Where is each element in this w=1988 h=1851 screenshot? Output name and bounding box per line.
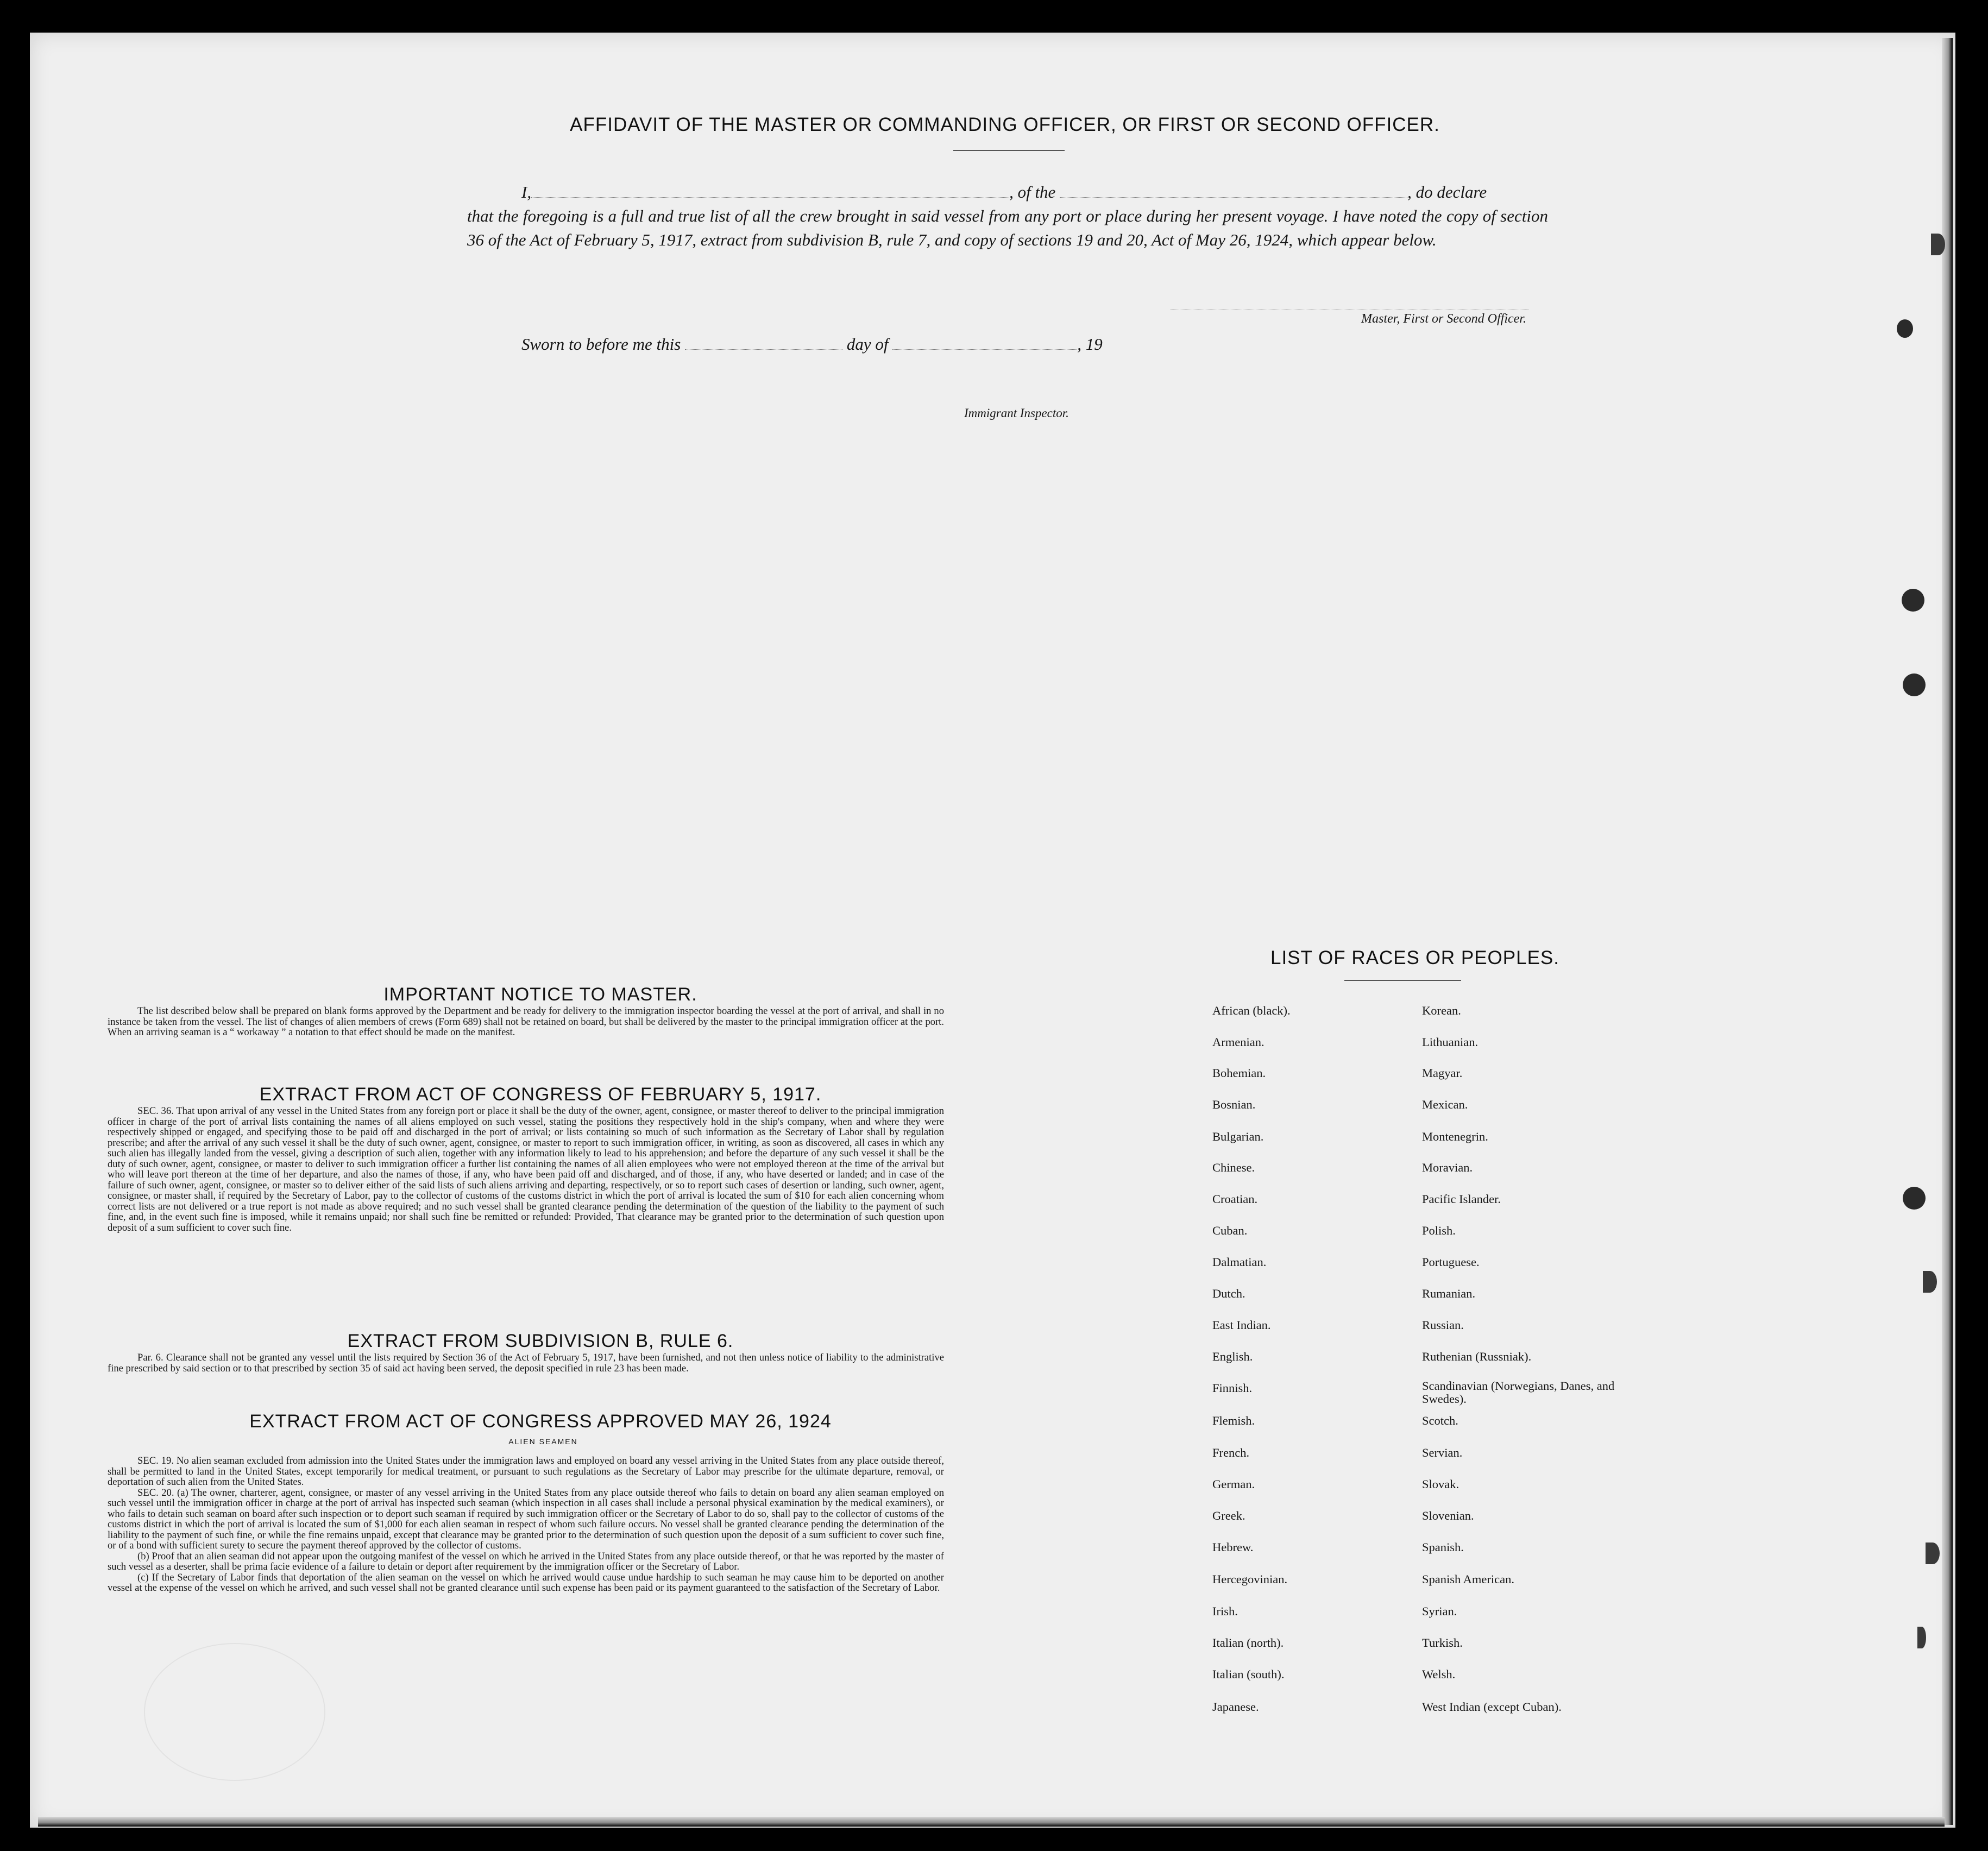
race-right-item: Russian. bbox=[1422, 1318, 1464, 1332]
binder-hole bbox=[1923, 1271, 1937, 1293]
race-left-item: English. bbox=[1212, 1350, 1253, 1363]
race-left-item: German. bbox=[1212, 1477, 1255, 1491]
race-left-item: Armenian. bbox=[1212, 1035, 1264, 1049]
rule6-paragraph: Par. 6. Clearance shall not be granted any vessel until the lists required by Section 36 of the Act of February 5, 1917, have been furnished, and not then unless notice of liability to the administrative fine prescribed by said section or to that prescribed by section 35 of said act having been served, the deposit specified in rule 23 has been made. bbox=[108, 1352, 944, 1374]
races-title: LIST OF RACES OR PEOPLES. bbox=[1270, 947, 1559, 968]
notice-title: IMPORTANT NOTICE TO MASTER. bbox=[383, 984, 697, 1005]
page-edge-right bbox=[1942, 38, 1953, 1825]
faint-seal bbox=[144, 1643, 325, 1781]
race-right-item: Korean. bbox=[1422, 1004, 1461, 1017]
page-edge-bottom bbox=[38, 1817, 1945, 1827]
extract-1924-title: EXTRACT FROM ACT OF CONGRESS APPROVED MAY 26, 1924 bbox=[249, 1411, 832, 1432]
race-left-item: French. bbox=[1212, 1446, 1250, 1459]
race-right-item: Turkish. bbox=[1422, 1636, 1463, 1649]
race-left-item: Bosnian. bbox=[1212, 1098, 1256, 1111]
race-left-item: Chinese. bbox=[1212, 1161, 1255, 1174]
race-left-item: Hercegovinian. bbox=[1212, 1572, 1288, 1586]
sworn-year: , 19 bbox=[1077, 335, 1103, 354]
race-right-item: Pacific Islander. bbox=[1422, 1192, 1501, 1206]
race-right-item: Welsh. bbox=[1422, 1667, 1456, 1681]
race-left-item: Croatian. bbox=[1212, 1192, 1258, 1206]
race-right-item: Mexican. bbox=[1422, 1098, 1468, 1111]
race-right-item: Slovenian. bbox=[1422, 1509, 1474, 1522]
binder-hole bbox=[1903, 1187, 1926, 1210]
signature-label: Master, First or Second Officer. bbox=[1361, 312, 1526, 326]
bleed-through bbox=[652, 71, 665, 108]
binder-hole bbox=[1897, 319, 1913, 338]
alien-seamen-subtitle: ALIEN SEAMEN bbox=[508, 1437, 578, 1446]
month-fill-line bbox=[892, 335, 1077, 350]
race-right-item: Slovak. bbox=[1422, 1477, 1459, 1491]
race-left-item: Dutch. bbox=[1212, 1287, 1245, 1300]
race-right-item: Polish. bbox=[1422, 1224, 1456, 1237]
binder-hole bbox=[1902, 589, 1924, 612]
binder-hole bbox=[1926, 1542, 1940, 1564]
day-fill-line bbox=[685, 335, 842, 350]
affidavit-first-line bbox=[467, 180, 1548, 204]
races-title-rule bbox=[1344, 980, 1461, 981]
race-left-item: Bohemian. bbox=[1212, 1066, 1266, 1080]
affidavit-of-the: , of the bbox=[1009, 182, 1056, 202]
extract-1924-text bbox=[108, 1456, 944, 1594]
section-20b-paragraph: (b) Proof that an alien seaman did not appear upon the outgoing manifest of the vessel on which he arrived in the United States from any place outside thereof, or that he was reported by the master of such vessel as a deserter, shall be prima facie evidence of a failure to detain or deport after requirement by the immigration officer or the Secretary of Labor. bbox=[108, 1550, 944, 1572]
race-left-item: Japanese. bbox=[1212, 1700, 1259, 1714]
extract-1917-text bbox=[108, 1106, 944, 1233]
race-right-item: Scotch. bbox=[1422, 1414, 1458, 1427]
race-left-item: Finnish. bbox=[1212, 1381, 1253, 1395]
title-rule bbox=[953, 150, 1065, 151]
binder-hole bbox=[1903, 673, 1926, 696]
affidavit-i: I, bbox=[521, 182, 532, 202]
race-left-item: Flemish. bbox=[1212, 1414, 1255, 1427]
race-right-item: Portuguese. bbox=[1422, 1255, 1480, 1269]
race-left-item: Cuban. bbox=[1212, 1224, 1248, 1237]
race-left-item: Hebrew. bbox=[1212, 1540, 1254, 1554]
extract-rule6-title: EXTRACT FROM SUBDIVISION B, RULE 6. bbox=[347, 1331, 734, 1351]
race-left-item: African (black). bbox=[1212, 1004, 1291, 1017]
race-left-item: Greek. bbox=[1212, 1509, 1245, 1522]
race-left-item: Italian (south). bbox=[1212, 1667, 1285, 1681]
race-left-item: Bulgarian. bbox=[1212, 1130, 1264, 1143]
section-19-paragraph: SEC. 19. No alien seaman excluded from admission into the United States under the immigration laws and employed on board any vessel arriving in the United States from any place outside thereof, shall be permitted to land in the United States, except temporarily for medical treatment, or pursuant to such regulations as the Secretary of Labor may prescribe for the ultimate departure, removal, or deportation of such alien from the United States. bbox=[108, 1455, 944, 1488]
extract-1917-title: EXTRACT FROM ACT OF CONGRESS OF FEBRUARY 5, 1917. bbox=[259, 1084, 822, 1105]
notice-paragraph: The list described below shall be prepared on blank forms approved by the Department and be ready for delivery to the immigration inspector boarding the vessel at the port of arrival, and shall in no instance be taken from the vessel. The list of changes of alien members of crews (Form 689) shall not be retained on board, but shall be delivered by the master to the principal immigration officer at the port. When an arriving seaman is a “ workaway ” a notation to that effect should be made on the manifest. bbox=[108, 1005, 944, 1038]
affidavit-title: AFFIDAVIT OF THE MASTER OR COMMANDING OFFICER, OR FIRST OR SECOND OFFICER. bbox=[570, 114, 1440, 135]
race-right-item: Lithuanian. bbox=[1422, 1035, 1479, 1049]
sworn-prefix: Sworn to before me this bbox=[521, 335, 681, 354]
race-right-item: Ruthenian (Russniak). bbox=[1422, 1350, 1532, 1363]
race-right-item: Montenegrin. bbox=[1422, 1130, 1488, 1143]
name-fill-line bbox=[531, 183, 1009, 198]
vessel-fill-line bbox=[1060, 183, 1407, 198]
race-right-item: Servian. bbox=[1422, 1446, 1463, 1459]
race-right-item: Moravian. bbox=[1422, 1161, 1473, 1174]
notice-text bbox=[108, 1006, 944, 1038]
section-20a-paragraph: SEC. 20. (a) The owner, charterer, agent, consignee, or master of any vessel arriving in the United States from any place outside thereof who fails to detain on board any alien seaman employed on such vessel until the immigration officer in charge at the port of arrival has inspected such seaman (which inspection in all cases shall include a personal physical examination by the medical examiners), or who fails to detain such seaman on board after such inspection or to deport such seaman if required by such immigration officer or the Secretary of Labor to do so, shall pay to the collector of customs of the customs district in which the port of arrival is located the sum of $1,000 for each alien seaman in respect of whom such failure occurs. No vessel shall be granted clearance pending the determination of the liability to the payment of such fine, or while the fine remains unpaid, except that clearance may be granted prior to the determination of such question upon the deposit of a sum sufficient to cover such fine, or of a bond with sufficient surety to secure the payment thereof approved by the collector of customs. bbox=[108, 1487, 944, 1551]
binder-hole bbox=[1931, 234, 1945, 255]
sworn-day-of: day of bbox=[846, 335, 889, 354]
race-right-item: Spanish American. bbox=[1422, 1572, 1514, 1586]
binder-hole bbox=[1917, 1627, 1926, 1648]
race-right-item: Rumanian. bbox=[1422, 1287, 1476, 1300]
extract-rule6-text bbox=[108, 1352, 944, 1374]
affidavit-body bbox=[467, 180, 1548, 252]
race-left-item: Irish. bbox=[1212, 1604, 1238, 1618]
affidavit-declare: , do declare bbox=[1407, 182, 1487, 202]
race-left-item: Italian (north). bbox=[1212, 1636, 1284, 1649]
race-right-item: Magyar. bbox=[1422, 1066, 1463, 1080]
race-right-item: Syrian. bbox=[1422, 1604, 1457, 1618]
section-36-paragraph: SEC. 36. That upon arrival of any vessel in the United States from any foreign port or place it shall be the duty of the owner, agent, consignee, or master thereof to deliver to the principal immigration officer in charge of the port of arrival lists containing the names of all aliens employed on such vessel, stating the positions they respectively hold in the ship's company, when and where they were respectively shipped or engaged, and specifying those to be paid off and discharged in the port of arrival; or lists containing so much of such information as the Secretary of Labor shall by regulation prescribe; and after the arrival of any such vessel it shall be the duty of such owner, agent, consignee, or master to report to such immigration officer, in writing, as soon as discovered, all cases in which any such alien has illegally landed from the vessel, giving a description of such alien, together with any information likely to lead to his apprehension; and before the departure of any such vessel it shall be the duty of such owner, agent, consignee, or master to deliver to such immigration officer a further list containing the names of all alien employees who were not employed thereon at the time of the arrival but who will leave port thereon at the time of her departure, and also the names of those, if any, who have been paid off and discharged, and of those, if any, who have deserted or landed; and in case of the failure of such owner, agent, consignee, or master so to deliver either of the said lists of such aliens arriving and departing, respectively, or so to report such cases of desertion or landing, such owner, agent, consignee, or master shall, if required by the Secretary of Labor, pay to the collector of customs of the customs district in which the port of arrival is located the sum of $10 for each alien concerning whom correct lists are not delivered or a true report is not made as above required; and no such vessel shall be granted clearance pending the determination of the question of the liability to the payment of such fine, and, in the event such fine is imposed, while it remains unpaid; nor shall such fine be remitted or refunded: Provided, That clearance may be granted prior to the determination of such question upon deposit of a sum sufficient to cover such fine. bbox=[108, 1105, 944, 1233]
sworn-line bbox=[521, 335, 1228, 354]
affidavit-text: that the foregoing is a full and true list of all the crew brought in said vessel from any port or place during her present voyage. I have noted the copy of section 36 of the Act of February 5, 1917, extract from subdivision B, rule 7, and copy of sections 19 and 20, Act of May 26, 1924, which appear below. bbox=[467, 206, 1548, 249]
race-left-item: Dalmatian. bbox=[1212, 1255, 1267, 1269]
race-right-item: Scandinavian (Norwegians, Danes, and Swedes). bbox=[1422, 1379, 1615, 1406]
race-right-item: West Indian (except Cuban). bbox=[1422, 1700, 1562, 1714]
inspector-label: Immigrant Inspector. bbox=[964, 406, 1069, 420]
section-20c-paragraph: (c) If the Secretary of Labor finds that deportation of the alien seaman on the vessel on which he arrived would cause undue hardship to such seaman he may cause him to be deported on another vessel at the expense of the vessel on which he arrived, and such vessel shall not be granted clearance until such expense has been paid or its payment guaranteed to the satisfaction of the Secretary of Labor. bbox=[108, 1571, 944, 1594]
race-right-item: Spanish. bbox=[1422, 1540, 1464, 1554]
race-left-item: East Indian. bbox=[1212, 1318, 1271, 1332]
